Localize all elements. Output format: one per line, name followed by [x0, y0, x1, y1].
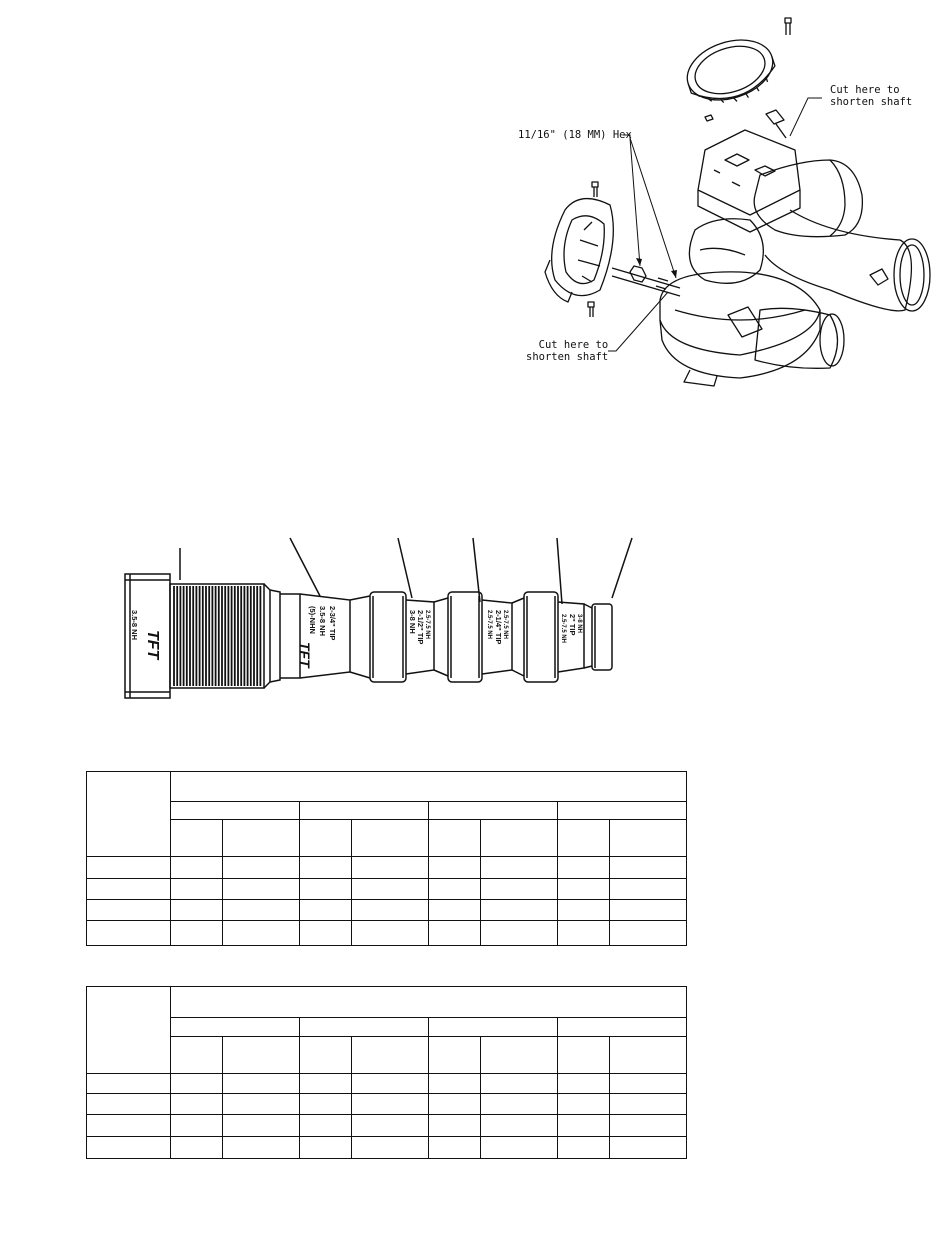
flow-table-1 [86, 771, 687, 946]
data-cell [352, 1115, 429, 1136]
table-2-sub-header [300, 1036, 352, 1073]
data-cell [352, 1094, 429, 1115]
table-1-group-header [300, 802, 429, 820]
table-2-title-cell [171, 987, 687, 1018]
data-cell [171, 857, 223, 878]
data-cell [300, 899, 352, 920]
data-cell [558, 899, 610, 920]
row-label-cell [87, 857, 171, 878]
data-cell [300, 1115, 352, 1136]
table-2-group-header [171, 1018, 300, 1036]
data-cell [610, 1074, 687, 1094]
data-cell [610, 1094, 687, 1115]
data-cell [352, 878, 429, 899]
hex-callout: 11/16" (18 MM) Hex [518, 129, 632, 141]
base-engraving: 3.5-8 NH [130, 610, 139, 641]
seg1-line3: (5)-NHN [308, 606, 317, 634]
table-2-sub-header [171, 1036, 223, 1073]
table-2-group-header [429, 1018, 558, 1036]
row-label-cell [87, 1094, 171, 1115]
table-1-sub-header [352, 820, 429, 857]
data-cell [352, 899, 429, 920]
table-row [87, 857, 687, 878]
data-cell [558, 1074, 610, 1094]
data-cell [352, 1074, 429, 1094]
seg3-line2: 2-1/4" TIP [494, 610, 503, 645]
data-cell [610, 857, 687, 878]
data-cell [223, 899, 300, 920]
cut-callout-bottom [526, 339, 608, 363]
table-2-group-header [558, 1018, 687, 1036]
table-1-body [87, 857, 687, 946]
cut-callout-bottom-line1: Cut here to [538, 339, 609, 351]
tip-segment-4 [512, 592, 584, 682]
data-cell [429, 1115, 481, 1136]
data-cell [429, 1074, 481, 1094]
data-cell [171, 1074, 223, 1094]
data-cell [171, 899, 223, 920]
data-cell [481, 1136, 558, 1158]
data-cell [171, 920, 223, 945]
stacked-tip-figure [110, 530, 650, 710]
data-cell [352, 857, 429, 878]
data-cell [300, 920, 352, 945]
seg4-line3: 2.5-7.5 NH [560, 614, 566, 644]
seg1-line2: 3.5-8 NH [318, 606, 327, 637]
table-1-sub-header [481, 820, 558, 857]
data-cell [558, 1094, 610, 1115]
data-cell [171, 1115, 223, 1136]
data-cell [223, 878, 300, 899]
seg4-line1: 3-8 NH [576, 614, 582, 634]
data-cell [223, 1115, 300, 1136]
data-cell [223, 1094, 300, 1115]
data-cell [610, 899, 687, 920]
table-1-corner-cell [87, 772, 171, 857]
data-cell [429, 920, 481, 945]
data-cell [481, 1115, 558, 1136]
data-cell [300, 857, 352, 878]
table-1-group-header [171, 802, 300, 820]
table-2-sub-header [429, 1036, 481, 1073]
table-row [87, 1094, 687, 1115]
seg2-line3: 3-8 NH [408, 610, 417, 634]
data-cell [300, 1094, 352, 1115]
row-label-cell [87, 920, 171, 945]
table-1-group-header [429, 802, 558, 820]
table-row [87, 899, 687, 920]
data-cell [481, 920, 558, 945]
data-cell [223, 1136, 300, 1158]
seg2-line2: 2-1/2" TIP [416, 610, 425, 645]
data-cell [610, 1115, 687, 1136]
table-2-sub-header [558, 1036, 610, 1073]
data-cell [558, 878, 610, 899]
data-cell [429, 899, 481, 920]
data-cell [171, 878, 223, 899]
table-row [87, 1136, 687, 1158]
data-cell [429, 878, 481, 899]
table-1-sub-header [171, 820, 223, 857]
data-cell [429, 857, 481, 878]
cut-callout-top [830, 84, 912, 108]
data-cell [558, 920, 610, 945]
seg3-line3: 2.5-7.5 NH [486, 610, 492, 640]
table-1-sub-header [300, 820, 352, 857]
cut-callout-top-line1: Cut here to [830, 84, 900, 96]
data-cell [558, 857, 610, 878]
data-cell [171, 1094, 223, 1115]
data-cell [481, 1094, 558, 1115]
table-row [87, 1115, 687, 1136]
data-cell [429, 1094, 481, 1115]
seg1-line1: 2-3/4" TIP [328, 606, 337, 641]
data-cell [481, 899, 558, 920]
table-2-group-header [300, 1018, 429, 1036]
table-2-corner-cell [87, 987, 171, 1074]
data-cell [223, 857, 300, 878]
data-cell [481, 878, 558, 899]
seg2-line1: 2.5-7.5 NH [424, 610, 430, 640]
data-cell [300, 878, 352, 899]
data-cell [300, 1136, 352, 1158]
data-cell [300, 1074, 352, 1094]
stacked-tip-drawing [110, 530, 650, 710]
final-tip [584, 604, 612, 670]
table-row [87, 878, 687, 899]
seg1-logo: TFT [297, 642, 313, 668]
data-cell [352, 1136, 429, 1158]
table-1-sub-header [429, 820, 481, 857]
table-row [87, 920, 687, 945]
cut-callout-bottom-line2: shorten shaft [526, 351, 609, 363]
data-cell [610, 1136, 687, 1158]
data-cell [352, 920, 429, 945]
data-cell [610, 920, 687, 945]
row-label-cell [87, 1136, 171, 1158]
data-cell [558, 1115, 610, 1136]
logo-engraving: TFT [144, 630, 161, 660]
table-2-body [87, 1074, 687, 1159]
row-label-cell [87, 899, 171, 920]
table-1-sub-header [610, 820, 687, 857]
data-cell [171, 1136, 223, 1158]
cut-callout-top-line2: shorten shaft [830, 96, 913, 108]
data-cell [558, 1136, 610, 1158]
table-2-sub-header [610, 1036, 687, 1073]
data-cell [223, 1074, 300, 1094]
row-label-cell [87, 1115, 171, 1136]
seg3-line1: 2.5-7.5 NH [502, 610, 508, 640]
table-row [87, 1074, 687, 1094]
data-cell [429, 1136, 481, 1158]
knurling [174, 586, 260, 686]
table-1-title-cell [171, 772, 687, 802]
table-1-sub-header [558, 820, 610, 857]
flow-table-2 [86, 986, 687, 1159]
data-cell [223, 920, 300, 945]
table-1-sub-header [223, 820, 300, 857]
data-cell [481, 857, 558, 878]
data-cell [481, 1074, 558, 1094]
table-2-sub-header [223, 1036, 300, 1073]
data-cell [610, 878, 687, 899]
table-1-group-header [558, 802, 687, 820]
row-label-cell [87, 1074, 171, 1094]
row-label-cell [87, 878, 171, 899]
seg4-line2: 2" TIP [568, 614, 577, 636]
table-2-sub-header [352, 1036, 429, 1073]
table-2-sub-header [481, 1036, 558, 1073]
